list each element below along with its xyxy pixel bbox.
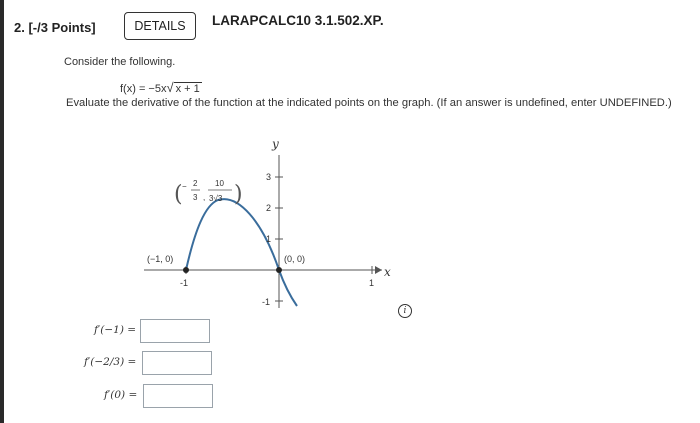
x-tick-label-neg1: -1: [180, 278, 189, 288]
answer-label-2: f′(−2/3) =: [84, 356, 137, 368]
function-curve: [186, 199, 297, 306]
x-tick-label-1: 1: [369, 278, 375, 288]
svg-text:,: ,: [203, 193, 206, 202]
y-axis-label: y: [272, 137, 279, 151]
y-tick-label-2: 2: [266, 203, 272, 213]
y-tick-label-1: 1: [266, 234, 272, 244]
y-tick-label-neg1: -1: [262, 297, 271, 307]
svg-text:3: 3: [193, 193, 198, 202]
question-number-points: 2. [-/3 Points]: [14, 20, 96, 35]
point-label-0-0: (0, 0): [284, 254, 306, 264]
point-label-neg1-0: (−1, 0): [147, 254, 174, 264]
info-icon[interactable]: i: [398, 304, 412, 318]
svg-text:10: 10: [215, 179, 224, 188]
svg-text:−: −: [182, 182, 187, 191]
function-expression: f(x) = −5x√ x + 1: [120, 80, 200, 95]
answer-input-2[interactable]: [142, 351, 212, 375]
answer-label-3: f′(0) =: [104, 389, 138, 401]
point-neg1-0: [183, 267, 189, 273]
answer-input-1[interactable]: [140, 319, 210, 343]
consider-text: Consider the following.: [64, 56, 176, 68]
problem-id: LARAPCALC10 3.1.502.XP.: [212, 13, 384, 28]
svg-text:3√3: 3√3: [209, 194, 223, 203]
point-0-0: [276, 267, 282, 273]
answer-input-3[interactable]: [143, 384, 213, 408]
svg-text:): ): [234, 182, 243, 207]
y-tick-label-3: 3: [266, 172, 272, 182]
x-axis-arrow: [375, 266, 382, 274]
answer-label-1: f′(−1) =: [94, 324, 137, 336]
svg-text:(: (: [174, 182, 183, 207]
vertex-point-label: [174, 179, 243, 207]
svg-text:2: 2: [193, 179, 198, 188]
details-button[interactable]: DETAILS: [124, 12, 196, 40]
instruction-text: Evaluate the derivative of the function at the indicated points on the graph. (If an answer is undefined, enter UNDEFINED.): [66, 97, 672, 109]
x-axis-label: x: [384, 265, 391, 279]
